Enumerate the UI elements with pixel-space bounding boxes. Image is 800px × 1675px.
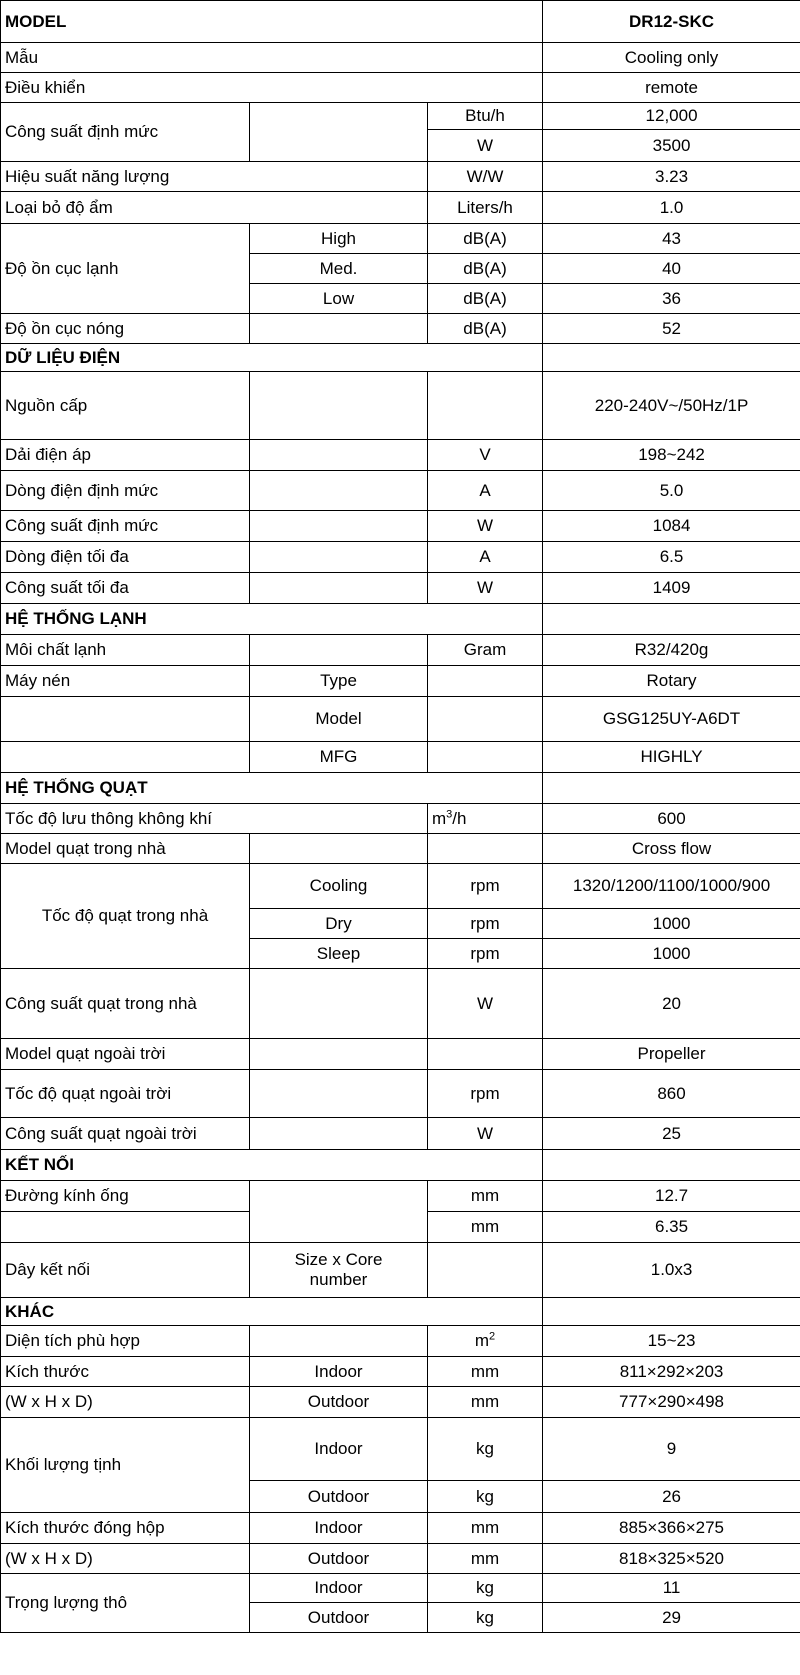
section-row [1,604,800,635]
row-label: Dòng điện tối đa [1,542,250,573]
row-label: Loại bỏ độ ẩm [1,192,428,224]
table-row [1,635,800,666]
row-value: 11 [543,1574,800,1603]
row-sub: High [250,224,428,254]
row-sub: Cooling [250,864,428,909]
row-unit: dB(A) [428,224,543,254]
empty-cell [250,1181,428,1243]
row-unit: rpm [428,909,543,939]
table-row [1,697,800,742]
row-label: Hiệu suất năng lượng [1,162,428,192]
table-row [1,511,800,542]
table-row [1,666,800,697]
row-label: Công suất định mức [1,511,250,542]
empty-cell [250,103,428,162]
row-label: Điều khiển [1,73,543,103]
table-row [1,1513,800,1544]
table-row [1,162,800,192]
empty-cell [428,697,543,742]
empty-cell [543,1150,800,1181]
row-value: 12.7 [543,1181,800,1212]
table-row [1,742,800,773]
row-value: 198~242 [543,440,800,471]
row-sub: Dry [250,909,428,939]
table-row [1,1418,800,1481]
row-unit: Gram [428,635,543,666]
section-row [1,1298,800,1326]
row-label: Mẫu [1,43,543,73]
row-sub: Med. [250,254,428,284]
empty-cell [543,604,800,635]
unit-sup: 2 [489,1330,496,1343]
row-value: R32/420g [543,635,800,666]
row-unit: kg [428,1603,543,1633]
row-unit: W [428,1118,543,1150]
row-value: 1.0x3 [543,1243,800,1298]
empty-cell [250,1039,428,1070]
unit-rest: /h [452,808,467,828]
empty-cell [543,773,800,804]
row-label: Nguồn cấp [1,372,250,440]
empty-cell [250,511,428,542]
section-title-fan: HỆ THỐNG QUẠT [1,773,543,804]
row-value: remote [543,73,800,103]
row-value: 6.35 [543,1212,800,1243]
unit-sup: 3 [446,807,453,820]
row-sub: Sleep [250,939,428,969]
row-value: 9 [543,1418,800,1481]
row-value: 3500 [543,130,800,162]
row-value: Cooling only [543,43,800,73]
row-value: 36 [543,284,800,314]
row-label: Kích thước [1,1357,250,1387]
row-label: Dây kết nối [1,1243,250,1298]
row-unit: mm [428,1513,543,1544]
row-label: Công suất tối đa [1,573,250,604]
row-value: GSG125UY-A6DT [543,697,800,742]
row-unit: kg [428,1481,543,1513]
row-sub: Type [250,666,428,697]
table-row [1,969,800,1039]
table-row [1,471,800,511]
empty-cell [250,314,428,344]
empty-cell [428,1243,543,1298]
empty-cell [250,573,428,604]
section-title-other: KHÁC [1,1298,543,1326]
section-title-connection: KẾT NỐI [1,1150,543,1181]
row-value: 818×325×520 [543,1544,800,1574]
row-unit: mm [428,1544,543,1574]
row-value: Propeller [543,1039,800,1070]
row-label: Tốc độ quạt trong nhà [1,864,250,969]
empty-cell [250,1326,428,1357]
row-unit: kg [428,1574,543,1603]
empty-cell [250,1118,428,1150]
empty-cell [428,742,543,773]
table-row [1,1181,800,1212]
row-unit: W [428,511,543,542]
empty-cell [1,697,250,742]
row-sub: Model [250,697,428,742]
table-row [1,1574,800,1603]
row-value: 20 [543,969,800,1039]
table-row [1,542,800,573]
row-sub: Outdoor [250,1387,428,1418]
row-unit: rpm [428,939,543,969]
row-label: (W x H x D) [1,1544,250,1574]
table-row [1,440,800,471]
row-value: 25 [543,1118,800,1150]
row-label: Công suất định mức [1,103,250,162]
row-value: HIGHLY [543,742,800,773]
airflow-unit [428,804,543,834]
table-row [1,372,800,440]
table-row [1,573,800,604]
empty-cell [428,834,543,864]
row-sub: Indoor [250,1357,428,1387]
empty-cell [250,969,428,1039]
row-label: Máy nén [1,666,250,697]
empty-cell [250,471,428,511]
row-label: Độ ồn cục lạnh [1,224,250,314]
row-value: 600 [543,804,800,834]
row-unit: A [428,542,543,573]
table-row [1,1070,800,1118]
empty-cell [250,1070,428,1118]
table-row [1,864,800,909]
row-value: 12,000 [543,103,800,130]
section-title-refrigeration: HỆ THỐNG LẠNH [1,604,543,635]
table-row [1,1,800,43]
cable-sub-line2: number [309,1270,368,1289]
row-unit: dB(A) [428,284,543,314]
row-value: 885×366×275 [543,1513,800,1544]
section-title-electric: DỮ LIỆU ĐIỆN [1,344,543,372]
row-value: 1000 [543,939,800,969]
row-unit: rpm [428,1070,543,1118]
section-row [1,344,800,372]
empty-cell [543,1298,800,1326]
row-unit: dB(A) [428,314,543,344]
row-unit: kg [428,1418,543,1481]
table-row [1,192,800,224]
empty-cell [428,1039,543,1070]
cable-sub-line1: Size x Core [294,1250,383,1269]
row-value: 1084 [543,511,800,542]
row-label: Khối lượng tịnh [1,1418,250,1513]
row-value: 777×290×498 [543,1387,800,1418]
row-value: 1000 [543,909,800,939]
row-value: 26 [543,1481,800,1513]
row-unit: W [428,969,543,1039]
row-sub: Indoor [250,1418,428,1481]
empty-cell [250,542,428,573]
row-value: 1.0 [543,192,800,224]
row-value: 29 [543,1603,800,1633]
row-unit: mm [428,1357,543,1387]
row-value: Cross flow [543,834,800,864]
row-sub: Outdoor [250,1481,428,1513]
table-row [1,1357,800,1387]
table-row [1,43,800,73]
table-row [1,1544,800,1574]
empty-cell [250,834,428,864]
model-header-label: MODEL [1,1,543,43]
row-value: 3.23 [543,162,800,192]
row-value: 811×292×203 [543,1357,800,1387]
row-value: Rotary [543,666,800,697]
row-unit: mm [428,1387,543,1418]
table-row [1,73,800,103]
row-label: Tốc độ lưu thông không khí [1,804,428,834]
row-label: Công suất quạt ngoài trời [1,1118,250,1150]
row-label: Kích thước đóng hộp [1,1513,250,1544]
row-sub: MFG [250,742,428,773]
row-value: 40 [543,254,800,284]
row-label: Diện tích phù hợp [1,1326,250,1357]
row-unit: V [428,440,543,471]
section-row [1,1150,800,1181]
empty-cell [428,666,543,697]
table-row [1,1039,800,1070]
cable-sub [250,1243,428,1298]
row-value: 15~23 [543,1326,800,1357]
table-row [1,224,800,254]
empty-cell [250,440,428,471]
row-value: 1409 [543,573,800,604]
table-row [1,1387,800,1418]
row-value: 52 [543,314,800,344]
unit-base: m [432,808,447,828]
row-sub: Low [250,284,428,314]
row-sub: Outdoor [250,1544,428,1574]
empty-cell [428,372,543,440]
row-unit: rpm [428,864,543,909]
empty-cell [250,372,428,440]
row-sub: Indoor [250,1574,428,1603]
table-row [1,1243,800,1298]
row-label: Độ ồn cục nóng [1,314,250,344]
row-value: 6.5 [543,542,800,573]
empty-cell [1,742,250,773]
table-row [1,804,800,834]
row-unit: dB(A) [428,254,543,284]
row-value: 860 [543,1070,800,1118]
row-label: Trọng lượng thô [1,1574,250,1633]
empty-cell [543,344,800,372]
table-row [1,314,800,344]
row-value: 1320/1200/1100/1000/900 [543,864,800,909]
row-label: Model quạt trong nhà [1,834,250,864]
empty-cell [1,1212,250,1243]
row-label: (W x H x D) [1,1387,250,1418]
row-sub: Outdoor [250,1603,428,1633]
row-unit: A [428,471,543,511]
row-value: 43 [543,224,800,254]
row-unit: Liters/h [428,192,543,224]
row-value: 220-240V~/50Hz/1P [543,372,800,440]
row-value: 5.0 [543,471,800,511]
empty-cell [250,635,428,666]
row-label: Đường kính ống [1,1181,250,1212]
row-label: Dải điện áp [1,440,250,471]
table-row [1,103,800,130]
row-unit: W/W [428,162,543,192]
row-unit: W [428,573,543,604]
row-label: Model quạt ngoài trời [1,1039,250,1070]
row-sub: Indoor [250,1513,428,1544]
row-unit: Btu/h [428,103,543,130]
section-row [1,773,800,804]
model-name: DR12-SKC [543,1,800,43]
table-row [1,1118,800,1150]
row-label: Công suất quạt trong nhà [1,969,250,1039]
row-label: Dòng điện định mức [1,471,250,511]
row-label: Tốc độ quạt ngoài trời [1,1070,250,1118]
row-unit: W [428,130,543,162]
row-unit: mm [428,1181,543,1212]
table-row [1,834,800,864]
unit-base: m [474,1331,490,1350]
row-label: Môi chất lạnh [1,635,250,666]
row-unit: mm [428,1212,543,1243]
table-row [1,1326,800,1357]
area-unit [428,1326,543,1357]
